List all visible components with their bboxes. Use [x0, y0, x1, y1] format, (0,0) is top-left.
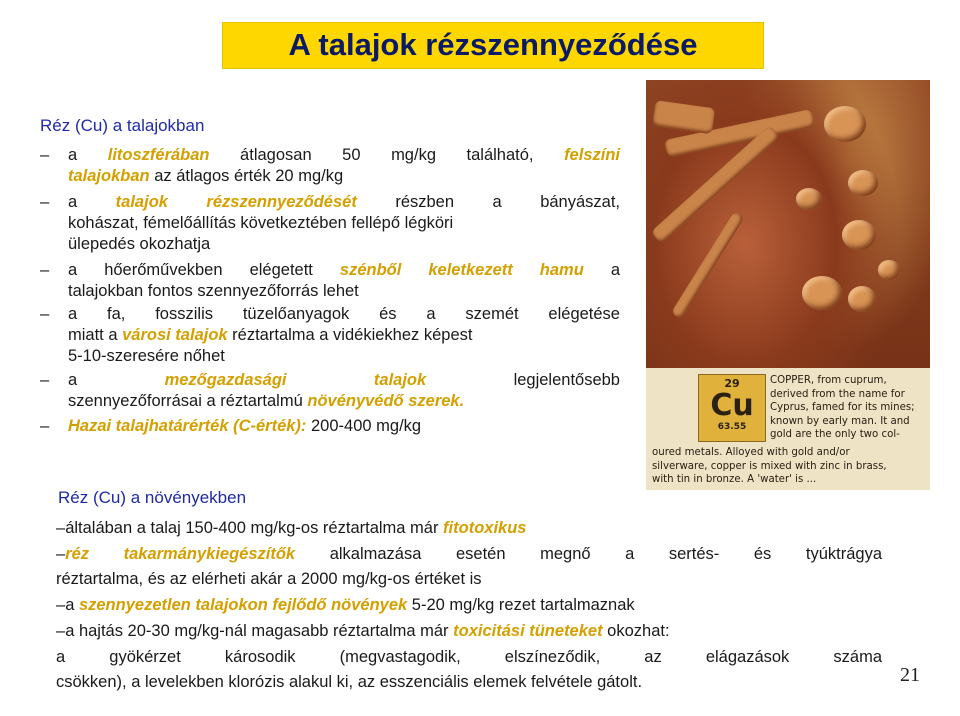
copper-dendrite	[671, 211, 745, 319]
page-number: 21	[900, 664, 920, 686]
copper-nugget	[796, 188, 822, 210]
plant-line-7: csökken), a levelekben klorózis alakul ki, az esszenciális elemek felvétele gátolt.	[56, 673, 643, 691]
element-symbol: Cu	[710, 387, 754, 423]
copper-dendrite	[652, 100, 715, 134]
bullet-dash: –	[40, 146, 50, 164]
soil-item-6: Hazai talajhatárérték (C-érték): 200-400 mg/kg	[68, 417, 422, 435]
plant-line-1: –általában a talaj 150-400 mg/kg-os réztartalma már fitotoxikus	[56, 519, 527, 537]
element-description-cont	[652, 446, 928, 487]
bullet-dash: –	[40, 261, 50, 279]
bullet-dash: –	[40, 417, 50, 435]
copper-nugget	[802, 276, 842, 310]
soil-item-2-line3: ülepedés okozhatja	[68, 235, 211, 253]
soil-item-4-line2: miatt a városi talajok réztartalma a vidékiekhez képest	[68, 326, 473, 344]
plant-line-6: a gyökérzet károsodik (megvastagodik, elszíneződik, az elágazások száma	[56, 648, 882, 666]
element-card	[646, 368, 930, 490]
copper-nugget	[842, 220, 876, 250]
soil-item-5-line2: szennyezőforrásai a réztartalmú növényvédő szerek.	[68, 392, 465, 410]
section-heading-soil: Réz (Cu) a talajokban	[40, 116, 205, 135]
page-title: A talajok rézszennyeződése	[222, 22, 764, 69]
bullet-dash: –	[40, 305, 50, 323]
card-line: silverware, copper is mixed with zinc in brass,	[652, 460, 887, 472]
plant-line-4: –a szennyezetlen talajokon fejlődő növények 5-20 mg/kg rezet tartalmaznak	[56, 596, 635, 614]
atomic-number: 29	[724, 377, 740, 390]
bullet-dash: –	[40, 371, 50, 389]
bullet-dash: –	[40, 193, 50, 211]
copper-nugget	[824, 106, 866, 142]
soil-item-4-line3: 5-10-szeresére nőhet	[68, 347, 225, 365]
card-line: oured metals. Alloyed with gold and/or	[652, 447, 850, 458]
card-line: with tin in bronze. A 'water' is ...	[652, 474, 817, 486]
atomic-mass: 63.55	[717, 421, 747, 432]
copper-nugget	[848, 286, 876, 312]
copper-nugget	[848, 170, 878, 196]
element-description: COPPER, from cuprum, derived from the name for Cyprus, famed for its mines; known by early man. It and gold are the only two col-	[770, 375, 915, 441]
soil-item-4-line1: a fa, fosszilis tüzelőanyagok és a szemét elégetése	[68, 305, 620, 323]
section-heading-plants: Réz (Cu) a növényekben	[58, 488, 247, 507]
soil-item-2-line1: a talajok rézszennyeződését részben a bányászat,	[68, 193, 621, 211]
soil-item-3-line1: a hőerőművekben elégetett szénből keletkezett hamu a	[68, 261, 620, 279]
plant-line-5: –a hajtás 20-30 mg/kg-nál magasabb réztartalma már toxicitási tüneteket okozhat:	[56, 622, 670, 640]
soil-item-1-line1: a litoszférában átlagosan 50 mg/kg található, felszíni	[68, 146, 620, 164]
element-symbol-box	[698, 374, 766, 442]
soil-item-5-line1: a mezőgazdasági talajok legjelentősebb	[68, 371, 620, 389]
plant-line-2: –réz takarmánykiegészítők alkalmazása esetén megnő a sertés- és tyúktrágya	[56, 545, 882, 563]
copper-specimen-photo	[646, 80, 930, 490]
soil-item-2-line2: kohászat, fémelőállítás következtében fellépő légköri	[68, 214, 454, 232]
copper-nugget	[878, 260, 900, 280]
soil-item-1-line2: talajokban az átlagos érték 20 mg/kg	[68, 167, 344, 185]
plant-line-3: réztartalma, és az elérheti akár a 2000 mg/kg-os értéket is	[56, 570, 482, 588]
soil-item-3-line2: talajokban fontos szennyezőforrás lehet	[68, 282, 359, 300]
